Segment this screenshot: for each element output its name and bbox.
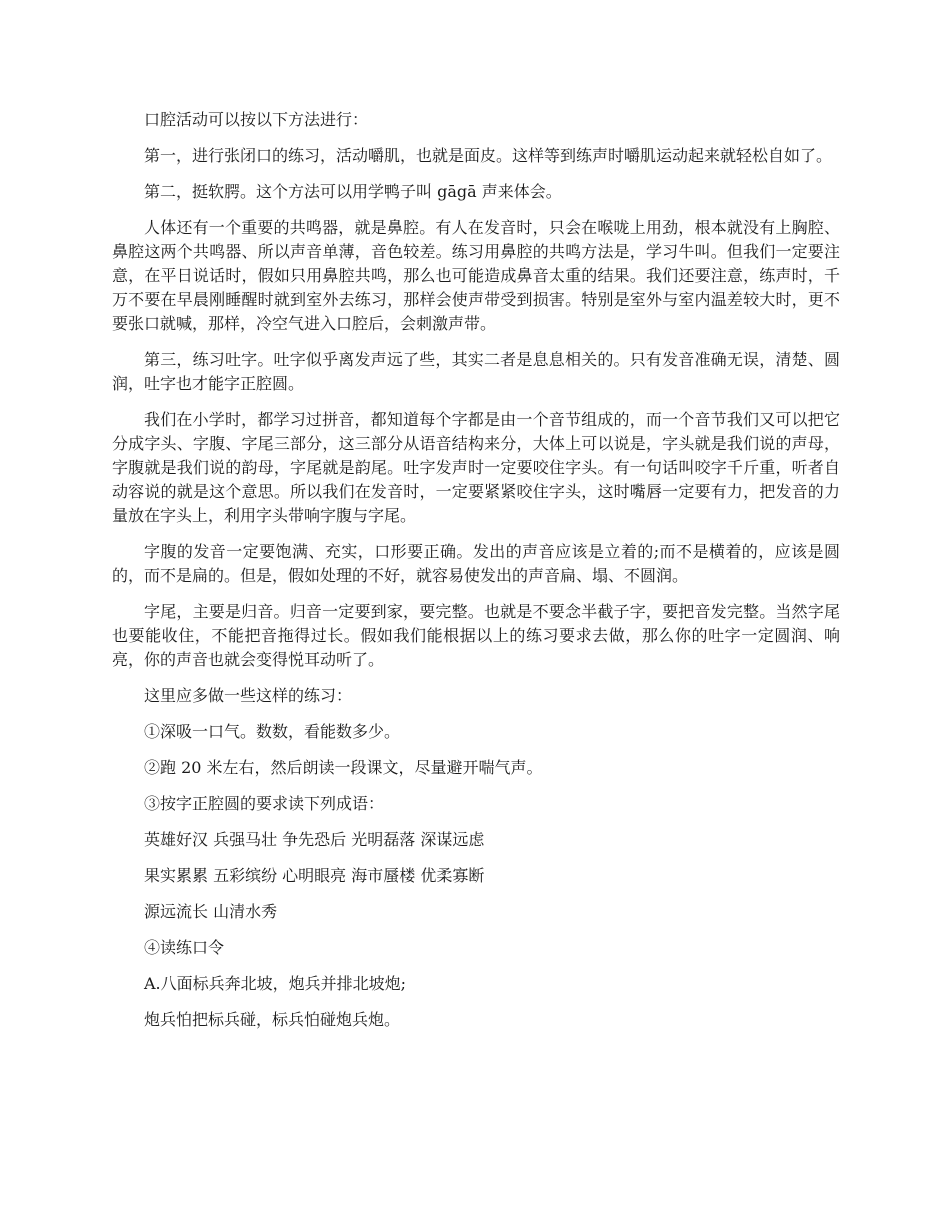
paragraph-ziwei: 字尾，主要是归音。归音一定要到家，要完整。也就是不要念半截子字，要把音发完整。当然字尾也要能收住，不能把音拖得过长。假如我们能根据以上的练习要求去做，那么你的吐字一定圆润、响亮，你的声音也就会变得悦耳动听了。 xyxy=(112,602,840,669)
exercise-item-2: ②跑 20 米左右，然后朗读一段课文，尽量避开喘气声。 xyxy=(144,758,543,777)
exercise-item-4: ④读练口令 xyxy=(144,938,225,957)
paragraph-intro: 口腔活动可以按以下方法进行： xyxy=(144,110,369,129)
paragraph-exercises-intro: 这里应多做一些这样的练习： xyxy=(144,686,353,705)
exercise-item-1: ①深吸一口气。数数，看能数多少。 xyxy=(144,722,401,741)
paragraph-second: 第二，挺软腭。这个方法可以用学鸭子叫 gāgā 声来体会。 xyxy=(144,182,562,201)
paragraph-nasal-cavity: 人体还有一个重要的共鸣器，就是鼻腔。有人在发音时，只会在喉咙上用劲，根本就没有上胸腔、鼻腔这两个共鸣器、所以声音单薄，音色较差。练习用鼻腔的共鸣方法是，学习牛叫。但我们一定要注意，在平日说话时，假如只用鼻腔共鸣，那么也可能造成鼻音太重的结果。我们还要注意，练声时，千万不要在早晨刚睡醒时就到室外去练习，那样会使声带受到损害。特别是室外与室内温差较大时，更不要张口就喊，那样，冷空气进入口腔后，会刺激声带。 xyxy=(112,218,840,333)
idiom-line-3: 源远流长 山清水秀 xyxy=(144,902,278,921)
tongue-twister-line-2: 炮兵怕把标兵碰，标兵怕碰炮兵炮。 xyxy=(144,1010,401,1029)
paragraph-first: 第一，进行张闭口的练习，活动嚼肌，也就是面皮。这样等到练声时嚼肌运动起来就轻松自如了。 xyxy=(144,146,833,165)
paragraph-third: 第三，练习吐字。吐字似乎离发声远了些，其实二者是息息相关的。只有发音准确无误，清楚、圆润，吐字也才能字正腔圆。 xyxy=(112,350,840,393)
document-page xyxy=(112,108,840,1032)
tongue-twister-line-1: A.八面标兵奔北坡，炮兵并排北坡炮; xyxy=(144,974,407,993)
paragraph-zifu: 字腹的发音一定要饱满、充实，口形要正确。发出的声音应该是立着的;而不是横着的，应该是圆的，而不是扁的。但是，假如处理的不好，就容易使发出的声音扁、塌、不圆润。 xyxy=(112,542,840,585)
paragraph-syllable: 我们在小学时，都学习过拼音，都知道每个字都是由一个音节组成的，而一个音节我们又可以把它分成字头、字腹、字尾三部分，这三部分从语音结构来分，大体上可以说是，字头就是我们说的声母，字腹就是我们说的韵母，字尾就是韵尾。吐字发声时一定要咬住字头。有一句话叫咬字千斤重，听者自动容说的就是这个意思。所以我们在发音时，一定要紧紧咬住字头，这时嘴唇一定要有力，把发音的力量放在字头上，利用字头带响字腹与字尾。 xyxy=(112,410,840,525)
exercise-item-3: ③按字正腔圆的要求读下列成语： xyxy=(144,794,385,813)
idiom-line-2: 果实累累 五彩缤纷 心明眼亮 海市蜃楼 优柔寡断 xyxy=(144,866,485,885)
idiom-line-1: 英雄好汉 兵强马壮 争先恐后 光明磊落 深谋远虑 xyxy=(144,830,485,849)
